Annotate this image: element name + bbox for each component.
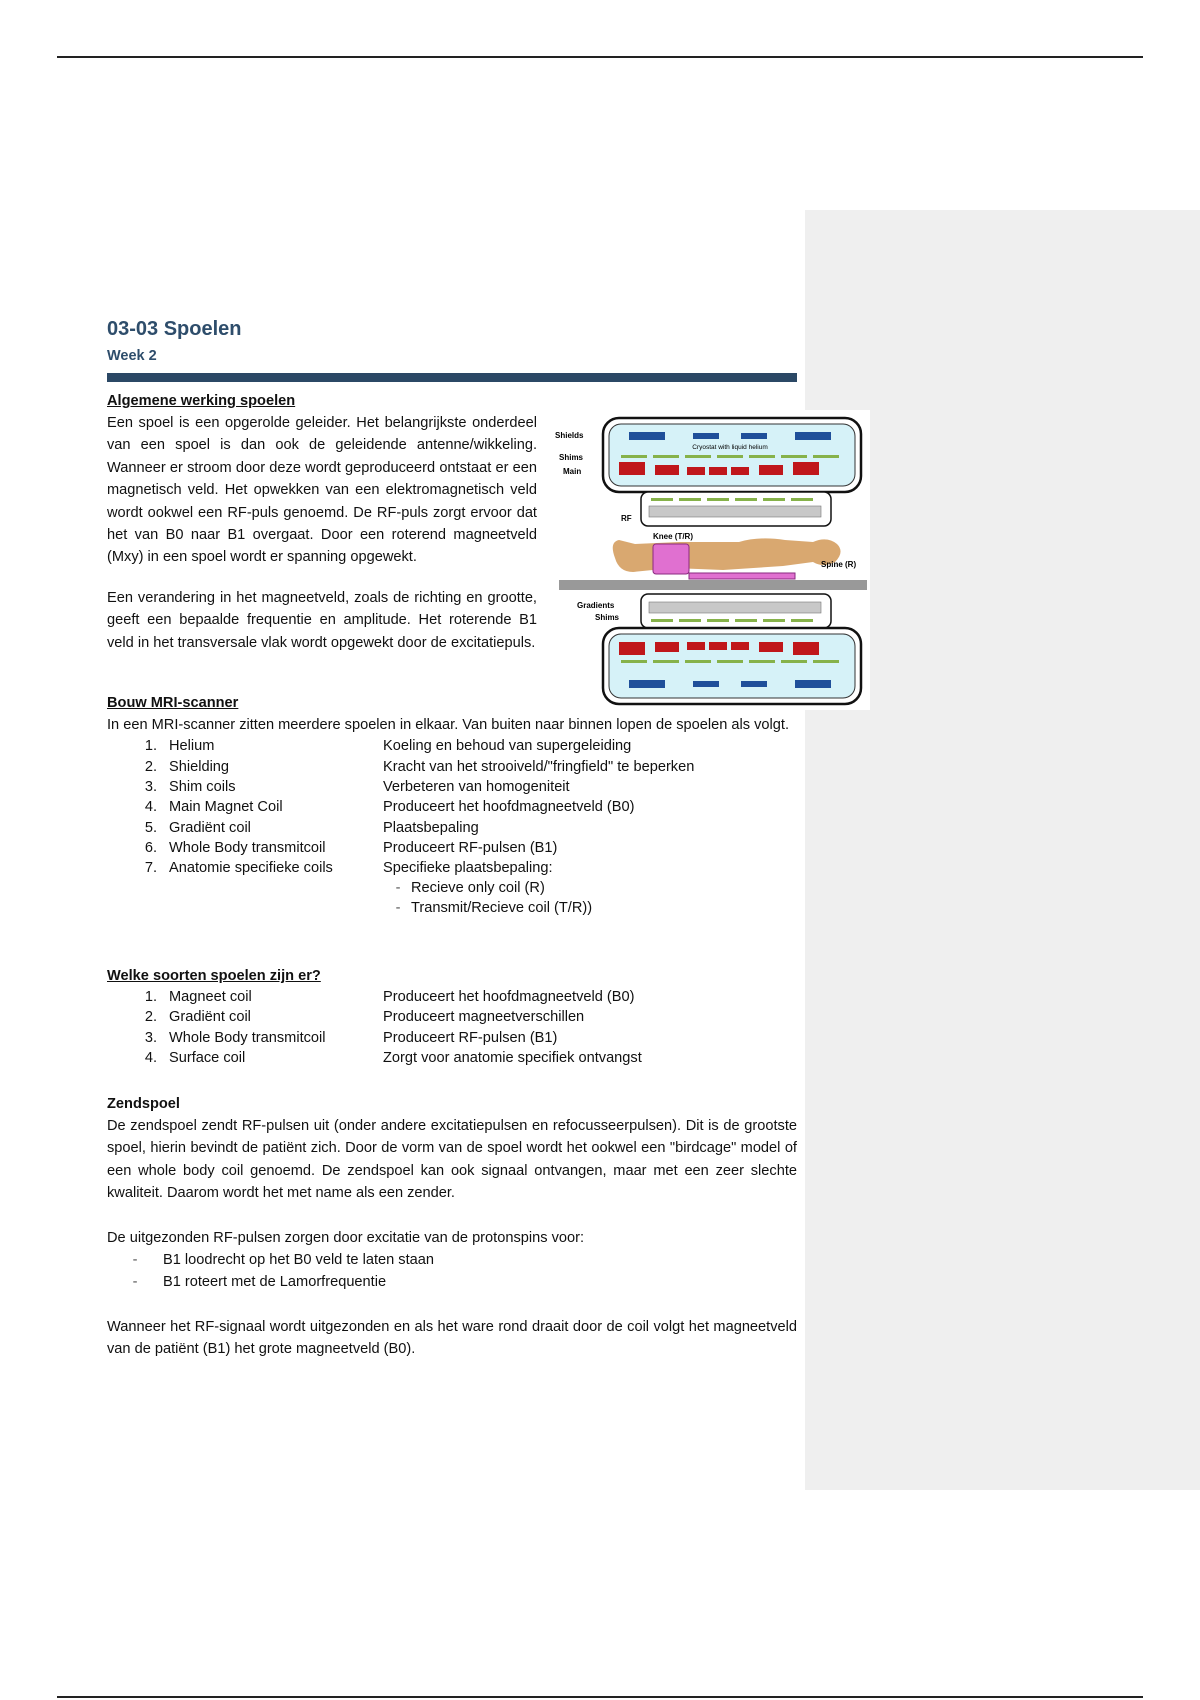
list-description: Plaatsbepaling (383, 819, 479, 836)
list-item (107, 777, 797, 797)
list-description: Produceert magneetverschillen (383, 1009, 585, 1026)
build-intro: In een MRI-scanner zitten meerdere spoelen in elkaar. Van buiten naar binnen lopen de spoelen als volgt. (107, 717, 790, 733)
list-number: 4. (144, 1049, 157, 1066)
list-description: Produceert het hoofdmagneetveld (B0) (383, 799, 635, 816)
list-item (107, 1249, 797, 1271)
header-rule (57, 56, 1143, 58)
label-shields: Shields (555, 431, 584, 440)
list-number: 2. (144, 1009, 157, 1026)
coil-sublist (385, 878, 797, 918)
list-description: Specifieke plaatsbepaling: (383, 860, 553, 877)
label-gradients: Gradients (577, 601, 615, 610)
send-paragraph-1: De zendspoel zendt RF-pulsen uit (onder andere excitatiepulsen en refocusseerpulsen). Dit is de grootste spoel, hierin bevindt de patiënt zich. Door de vorm van de spoel wordt het ookwel een "birdcage" model of een whole body coil genoemd. De zendspoel kan ook signaal ontvangen, maar met een zeer slechte kwaliteit. Daarom wordt het met name als een zender. (107, 1118, 797, 1202)
bullet-dash: - (132, 1252, 138, 1269)
list-term: Helium (169, 738, 215, 755)
cryostat-label: Cryostat with liquid helium (692, 444, 768, 451)
list-item (107, 1007, 797, 1027)
page-title: 03-03 Spoelen (107, 318, 242, 340)
send-paragraph-2: De uitgezonden RF-pulsen zorgen door excitatie van de protonspins voor: (107, 1229, 585, 1246)
intro-section (107, 390, 537, 654)
list-number: 3. (144, 1029, 157, 1046)
list-number: 1. (144, 989, 157, 1005)
list-term: Shim coils (169, 779, 236, 795)
list-item (107, 1271, 797, 1293)
build-list (107, 736, 797, 878)
list-item (107, 1048, 797, 1068)
list-number: 5. (144, 819, 157, 836)
list-term: Gradiënt coil (169, 819, 251, 836)
patient-table (559, 580, 867, 590)
build-heading: Bouw MRI-scanner (107, 695, 239, 711)
list-item (107, 838, 797, 858)
list-term: Whole Body transmitcoil (169, 839, 326, 856)
list-description: Produceert RF-pulsen (B1) (383, 1029, 558, 1046)
spacer (107, 1294, 797, 1316)
list-description: Koeling en behoud van supergeleiding (383, 738, 632, 755)
list-description: Produceert het hoofdmagneetveld (B0) (383, 989, 635, 1005)
label-main: Main (563, 467, 582, 476)
list-description: Produceert RF-pulsen (B1) (383, 839, 558, 856)
mri-coil-diagram (555, 410, 870, 710)
list-term: Surface coil (169, 1049, 246, 1066)
list-number: 4. (144, 799, 157, 816)
send-paragraph-3: Wanneer het RF-signaal wordt uitgezonden en als het ware rond draait door de coil volgt het magneetveld van de patiënt (B1) het grote magneetveld (B0). (107, 1318, 797, 1358)
list-item (107, 818, 797, 838)
bullet-dash: - (395, 900, 401, 917)
list-description: Verbeteren van homogeniteit (383, 779, 570, 795)
list-number: 1. (144, 738, 157, 755)
intro-paragraph-2: Een verandering in het magneetveld, zoals de richting en grootte, geeft een bepaalde frequentie en amplitude. Het roterende B1 veld in het transversale vlak wordt opgewekt door de excitatiepuls. (107, 589, 537, 651)
top-shim-bars (621, 455, 839, 458)
types-list (107, 987, 797, 1068)
list-number: 6. (144, 839, 157, 856)
intro-paragraph-1: Een spoel is een opgerolde geleider. Het belangrijkste onderdeel van een spoel is dan ook de geleidende antenne/wikkeling. Wanneer er stroom door deze wordt geproduceerd ontstaat er een magnetisch veld. Het opwekken van een elektromagnetisch veld wordt ookwel een RF-puls genoemd. De RF-puls zorgt ervoor dat het van B0 naar B1 overgaat. Door een roterend magneetveld (Mxy) in een spoel wordt er spanning opgewekt. (107, 415, 537, 566)
coil-types-section (107, 965, 797, 1068)
sublist-item (385, 878, 797, 898)
label-shims-bottom: Shims (595, 613, 620, 622)
top-rf-rungs (649, 506, 821, 517)
bottom-rf-rungs (649, 602, 821, 613)
list-number: 3. (144, 779, 157, 795)
list-item (107, 736, 797, 756)
list-term: Magneet coil (169, 989, 252, 1005)
list-term: Anatomie specifieke coils (169, 860, 333, 877)
sublist-text: Recieve only coil (R) (411, 880, 545, 897)
list-item (107, 858, 797, 878)
bullet-text: B1 loodrecht op het B0 veld te laten staan (163, 1252, 434, 1269)
comment-margin-panel (805, 210, 1200, 1490)
list-description: Zorgt voor anatomie specifiek ontvangst (383, 1049, 642, 1066)
list-item (107, 987, 797, 1007)
sublist-text: Transmit/Recieve coil (T/R)) (411, 900, 593, 917)
list-term: Gradiënt coil (169, 1009, 251, 1026)
list-item (107, 1028, 797, 1048)
list-item (107, 797, 797, 817)
list-item (107, 757, 797, 777)
page-subtitle: Week 2 (107, 348, 157, 364)
list-term: Whole Body transmitcoil (169, 1029, 326, 1046)
send-bullets (107, 1249, 797, 1294)
transmit-coil-section (107, 1093, 797, 1361)
list-term: Shielding (169, 758, 230, 775)
spine-coil (689, 573, 795, 579)
build-section (107, 692, 797, 918)
footer-rule (57, 1696, 1143, 1698)
list-number: 2. (144, 758, 157, 775)
sublist-item (385, 898, 797, 918)
knee-coil (653, 544, 689, 574)
bullet-dash: - (395, 880, 401, 897)
types-heading: Welke soorten spoelen zijn er? (107, 968, 321, 984)
intro-heading: Algemene werking spoelen (107, 393, 296, 409)
title-rule (107, 373, 797, 382)
label-shims: Shims (559, 453, 584, 462)
label-spine: Spine (R) (821, 560, 857, 569)
bullet-dash: - (132, 1274, 138, 1291)
list-number: 7. (144, 860, 157, 877)
label-knee: Knee (T/R) (653, 532, 693, 541)
list-term: Main Magnet Coil (169, 799, 283, 816)
bullet-text: B1 roteert met de Lamorfrequentie (163, 1274, 387, 1291)
bottom-shim-bars (621, 660, 839, 663)
spacer (107, 1205, 797, 1227)
send-heading: Zendspoel (107, 1096, 180, 1112)
label-rf: RF (621, 514, 632, 523)
list-description: Kracht van het strooiveld/"fringfield" te beperken (383, 758, 695, 775)
